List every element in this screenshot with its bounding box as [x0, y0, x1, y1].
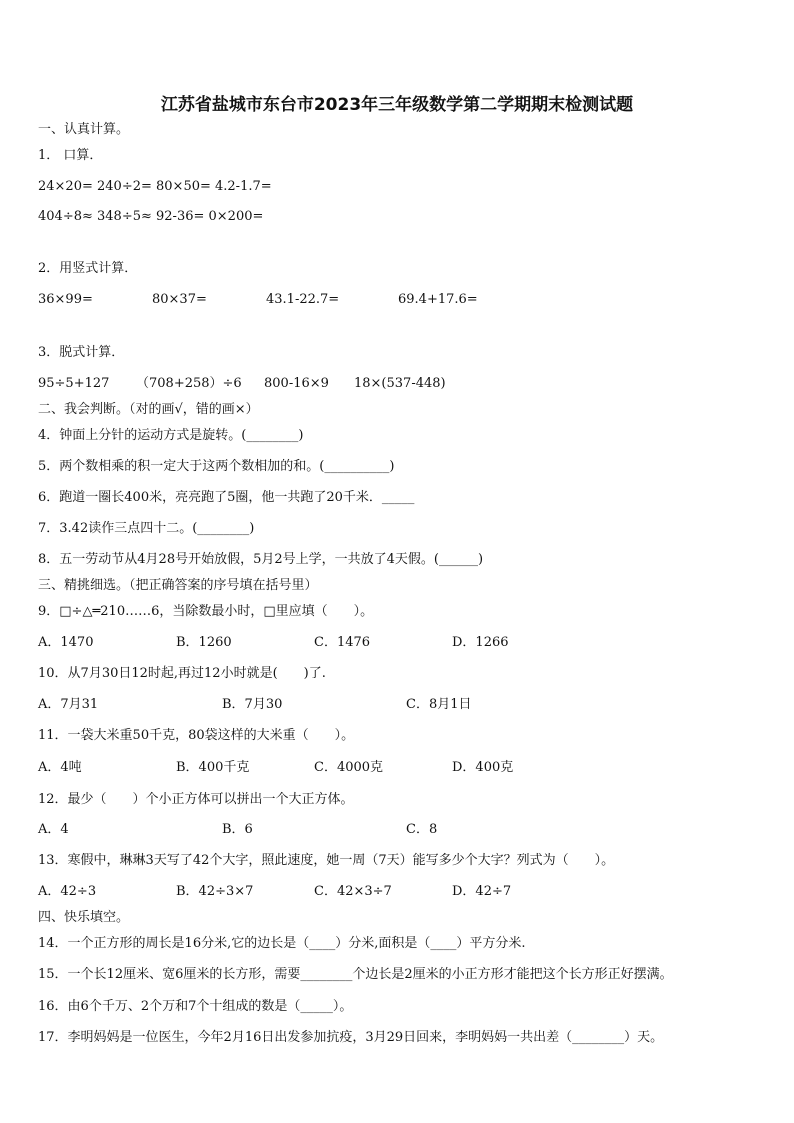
q9-option-d: D．1266: [452, 635, 509, 650]
q2-heading: 2．用竖式计算．: [38, 261, 138, 276]
q6-text: 6．跑道一圈长400米，亮亮跑了5圈，他一共跑了20千米．_____: [38, 490, 415, 505]
q9-option-b: B．1260: [176, 635, 232, 650]
q12-text: 12．最少（ ）个小正方体可以拼出一个大正方体。: [38, 792, 354, 807]
q13-text: 13．寒假中，琳琳3天写了42个大字，照此速度，她一周（7天）能写多少个大字？列式为（ ）。: [38, 853, 615, 868]
q2-item-3: 43.1-22.7=: [266, 292, 340, 307]
section-2-heading: 二、我会判断。（对的画√，错的画×）: [38, 402, 259, 417]
section-3-heading: 三、精挑细选。（把正确答案的序号填在括号里）: [38, 578, 318, 593]
q2-item-1: 36×99=: [38, 292, 93, 307]
q3-item-3: 800-16×9: [264, 376, 329, 391]
q1-row-1: 24×20= 240÷2= 80×50= 4.2-1.7=: [38, 179, 272, 194]
q12-option-a: A．4: [38, 822, 69, 837]
q11-option-b: B．400千克: [176, 760, 250, 775]
q4-text: 4．钟面上分针的运动方式是旋转。(________): [38, 428, 304, 443]
q10-option-b: B．7月30: [222, 697, 283, 712]
q7-text: 7．3.42读作三点四十二。(________): [38, 521, 255, 536]
q9-option-a: A．1470: [38, 635, 94, 650]
q9-option-c: C．1476: [314, 635, 371, 650]
q3-item-4: 18×(537-448): [354, 376, 446, 391]
q3-item-1: 95÷5+127: [38, 376, 110, 391]
q14-text: 14．一个正方形的周长是16分米,它的边长是（____）分米,面积是（____）平方分米.: [38, 936, 526, 951]
q15-text: 15．一个长12厘米、宽6厘米的长方形，需要________个边长是2厘米的小正方形才能把这个长方形正好摆满。: [38, 967, 673, 982]
q13-option-b: B．42÷3×7: [176, 884, 254, 899]
q10-option-a: A．7月31: [38, 697, 99, 712]
q3-item-2: （708+258）÷6: [136, 376, 242, 391]
q2-item-2: 80×37=: [152, 292, 207, 307]
q10-text: 10．从7月30日12时起,再过12小时就是( )了.: [38, 666, 326, 681]
q12-option-b: B．6: [222, 822, 253, 837]
q11-text: 11．一袋大米重50千克，80袋这样的大米重（ ）。: [38, 728, 355, 743]
section-4-heading: 四、快乐填空。: [38, 910, 130, 925]
section-1-heading: 一、认真计算。: [38, 122, 130, 137]
q1-row-2: 404÷8≈ 348÷5≈ 92-36= 0×200=: [38, 209, 264, 224]
q2-item-4: 69.4+17.6=: [398, 292, 478, 307]
q5-text: 5．两个数相乘的积一定大于这两个数相加的和。(__________): [38, 459, 395, 474]
q17-text: 17．李明妈妈是一位医生，今年2月16日出发参加抗疫，3月29日回来，李明妈妈一共出差（________）天。: [38, 1030, 664, 1045]
q16-text: 16．由6个千万、2个万和7个十组成的数是（_____）。: [38, 999, 353, 1014]
q13-option-a: A．42÷3: [38, 884, 97, 899]
q12-option-c: C．8: [406, 822, 438, 837]
q8-text: 8．五一劳动节从4月28号开始放假，5月2号上学，一共放了4天假。(______): [38, 552, 484, 567]
q9-text: 9．□÷△═210……6，当除数最小时，□里应填（ ）。: [38, 604, 374, 619]
q11-option-c: C．4000克: [314, 760, 384, 775]
q13-option-d: D．42÷7: [452, 884, 512, 899]
q1-heading: 1． 口算．: [38, 148, 103, 163]
q10-option-c: C．8月1日: [406, 697, 472, 712]
page-title: 江苏省盐城市东台市2023年三年级数学第二学期期末检测试题: [160, 95, 634, 115]
q3-heading: 3．脱式计算．: [38, 345, 125, 360]
q11-option-d: D．400克: [452, 760, 514, 775]
q11-option-a: A．4吨: [38, 760, 82, 775]
q13-option-c: C．42×3÷7: [314, 884, 392, 899]
